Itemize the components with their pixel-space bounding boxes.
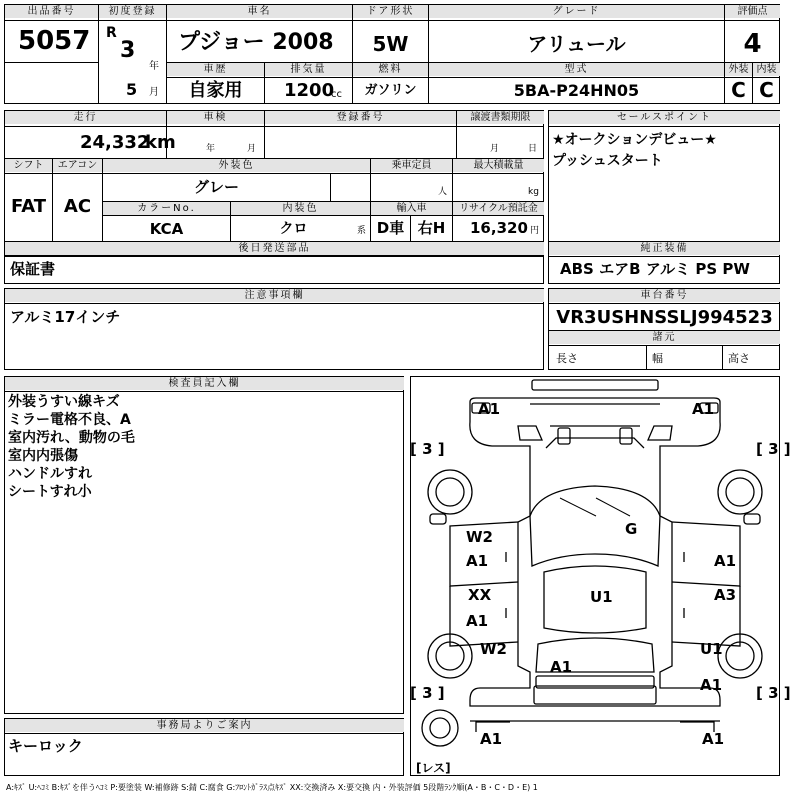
load-label: 最大積載量 bbox=[453, 159, 544, 172]
spec-length: 長さ bbox=[556, 352, 578, 365]
car-name-label: 車名 bbox=[167, 5, 352, 18]
cc-unit: cc bbox=[331, 89, 342, 100]
spec-height: 高さ bbox=[728, 352, 750, 365]
mileage-label: 走行 bbox=[5, 111, 166, 124]
month-unit: 月 bbox=[149, 87, 159, 98]
int-color-label: 内装色 bbox=[231, 202, 370, 215]
inspector-line: 外装うすい線キズ bbox=[8, 394, 120, 410]
mark-l-front-door-1: W2 bbox=[466, 528, 493, 546]
mileage: 24,332 bbox=[80, 132, 150, 153]
equipment: ABS エアB アルミ PS PW bbox=[560, 260, 750, 278]
inspector-line: 室内内張傷 bbox=[8, 448, 78, 464]
mark-tire-fr: [ 3 ] bbox=[756, 440, 791, 458]
spec-width: 幅 bbox=[652, 352, 663, 365]
grade-label: グレード bbox=[429, 5, 724, 18]
office-label: 事務局よりご案内 bbox=[5, 719, 404, 732]
notes-label: 注意事項欄 bbox=[5, 289, 544, 302]
sales-point-label: セールスポイント bbox=[549, 111, 780, 124]
model-label: 型式 bbox=[429, 63, 724, 76]
inspector-line: ミラー電格不良、A bbox=[8, 412, 131, 428]
mark-r-rear-corner: A1 bbox=[700, 676, 723, 694]
int-label: 内装 bbox=[753, 63, 780, 76]
inspector-label: 検査員記入欄 bbox=[5, 377, 404, 390]
mark-l-quarter: W2 bbox=[480, 640, 507, 658]
grade: アリュール bbox=[527, 32, 626, 56]
specs-label: 諸元 bbox=[549, 331, 780, 344]
reg-year: 3 bbox=[120, 38, 136, 63]
ac-label: エアコン bbox=[53, 159, 102, 172]
office-notice: キーロック bbox=[8, 737, 83, 755]
import-d: D車 bbox=[376, 219, 405, 237]
lot-number: 5057 bbox=[18, 26, 91, 56]
ext-grade: C bbox=[731, 78, 746, 102]
load-unit: kg bbox=[528, 187, 539, 197]
mark-r-rear-door: A3 bbox=[714, 586, 737, 604]
mark-l-rear-door-1: XX bbox=[468, 586, 492, 604]
notes: アルミ17インチ bbox=[10, 308, 121, 326]
mark-roof: U1 bbox=[590, 588, 613, 606]
displacement-label: 排気量 bbox=[265, 63, 352, 76]
capacity-label: 乗車定員 bbox=[371, 159, 452, 172]
import-r: 右H bbox=[417, 219, 446, 237]
recycle-label: リサイクル預託金 bbox=[453, 202, 544, 215]
mileage-unit: km bbox=[145, 132, 176, 153]
mark-r-front-door: A1 bbox=[714, 552, 737, 570]
int-color-suffix: 系 bbox=[357, 226, 367, 236]
equipment-label: 純正装備 bbox=[549, 242, 780, 255]
car-history: 自家用 bbox=[188, 80, 243, 101]
ext-color-label: 外装色 bbox=[103, 159, 370, 172]
vin: VR3USHNSSLJ994523 bbox=[556, 307, 773, 328]
model-code: 5BA-P24HN05 bbox=[513, 81, 640, 100]
inspection-month-unit: 月 bbox=[247, 144, 257, 154]
displacement: 1200 bbox=[284, 80, 335, 101]
later-parts: 保証書 bbox=[10, 260, 56, 278]
ext-color: グレー bbox=[193, 178, 239, 196]
car-history-label: 車歴 bbox=[167, 63, 264, 76]
mark-r-quarter: U1 bbox=[700, 640, 723, 658]
shift: FAT bbox=[10, 196, 47, 217]
inspection-label: 車検 bbox=[167, 111, 264, 124]
mark-spare: [レス] bbox=[416, 761, 451, 775]
later-parts-box bbox=[4, 256, 544, 284]
ac: AC bbox=[63, 196, 92, 217]
inspector-line: シートすれ小 bbox=[8, 484, 92, 500]
mark-windshield: G bbox=[625, 520, 638, 538]
door-type: 5W bbox=[372, 32, 409, 56]
inspector-line: 室内汚れ、動物の毛 bbox=[8, 430, 135, 446]
mark-l-rear-door-2: A1 bbox=[466, 612, 489, 630]
reg-number-label: 登録番号 bbox=[265, 111, 456, 124]
mark-front-left: A1 bbox=[478, 400, 501, 418]
color-no-label: カラーNo. bbox=[103, 202, 230, 215]
era: R bbox=[106, 25, 117, 41]
door-label: ドア形状 bbox=[353, 5, 428, 18]
inspection-year-unit: 年 bbox=[206, 144, 216, 154]
car-diagram bbox=[410, 376, 791, 776]
score-label: 評価点 bbox=[725, 5, 780, 18]
first-reg-label: 初度登録 bbox=[99, 5, 166, 18]
capacity-unit: 人 bbox=[438, 187, 448, 197]
reg-month: 5 bbox=[126, 80, 138, 99]
transfer-label: 譲渡書類期限 bbox=[457, 111, 544, 124]
inspector-line: ハンドルすれ bbox=[8, 466, 92, 482]
int-color: クロ bbox=[279, 221, 308, 237]
shift-label: シフト bbox=[5, 159, 52, 172]
mark-front-right: A1 bbox=[692, 400, 715, 418]
legend: A:ｷｽﾞ U:ﾍｺﾐ B:ｷｽﾞを伴うﾍｺﾐ P:要塗装 W:補修跡 S:錆 C:腐食 G:ﾌﾛﾝﾄｶﾞﾗｽ点ｷｽﾞ XX:交換済み X:要交換 内・外装評価 5段階ﾗﾝｸ順(A・B・C・D・E) 1 bbox=[6, 783, 538, 792]
car-name: プジョー 2008 bbox=[178, 30, 334, 55]
later-parts-label: 後日発送部品 bbox=[5, 242, 544, 255]
vin-label: 車台番号 bbox=[549, 289, 780, 302]
recycle-fee: 16,320 bbox=[470, 219, 528, 237]
mark-tire-fl: [ 3 ] bbox=[410, 440, 445, 458]
sales-point-line2: プッシュスタート bbox=[552, 153, 663, 169]
import-label: 輸入車 bbox=[371, 202, 452, 215]
year-unit: 年 bbox=[149, 61, 159, 72]
mark-rear-bumper-r: A1 bbox=[702, 730, 725, 748]
mark-tire-rl: [ 3 ] bbox=[410, 684, 445, 702]
transfer-day-unit: 日 bbox=[528, 144, 538, 154]
mark-rear-bumper-l: A1 bbox=[480, 730, 503, 748]
mark-rear-glass: A1 bbox=[550, 658, 573, 676]
color-no: KCA bbox=[149, 220, 184, 238]
lot-label: 出品番号 bbox=[5, 5, 98, 18]
mark-l-front-door-2: A1 bbox=[466, 552, 489, 570]
ext-label: 外装 bbox=[725, 63, 752, 76]
mark-tire-rr: [ 3 ] bbox=[756, 684, 791, 702]
score: 4 bbox=[743, 29, 762, 59]
sales-point-line1: ★オークションデビュー★ bbox=[552, 132, 717, 148]
recycle-unit: 円 bbox=[530, 226, 540, 236]
fuel-label: 燃料 bbox=[353, 63, 428, 76]
transfer-month-unit: 月 bbox=[490, 144, 500, 154]
fuel: ガソリン bbox=[364, 83, 417, 98]
int-grade: C bbox=[759, 78, 774, 102]
